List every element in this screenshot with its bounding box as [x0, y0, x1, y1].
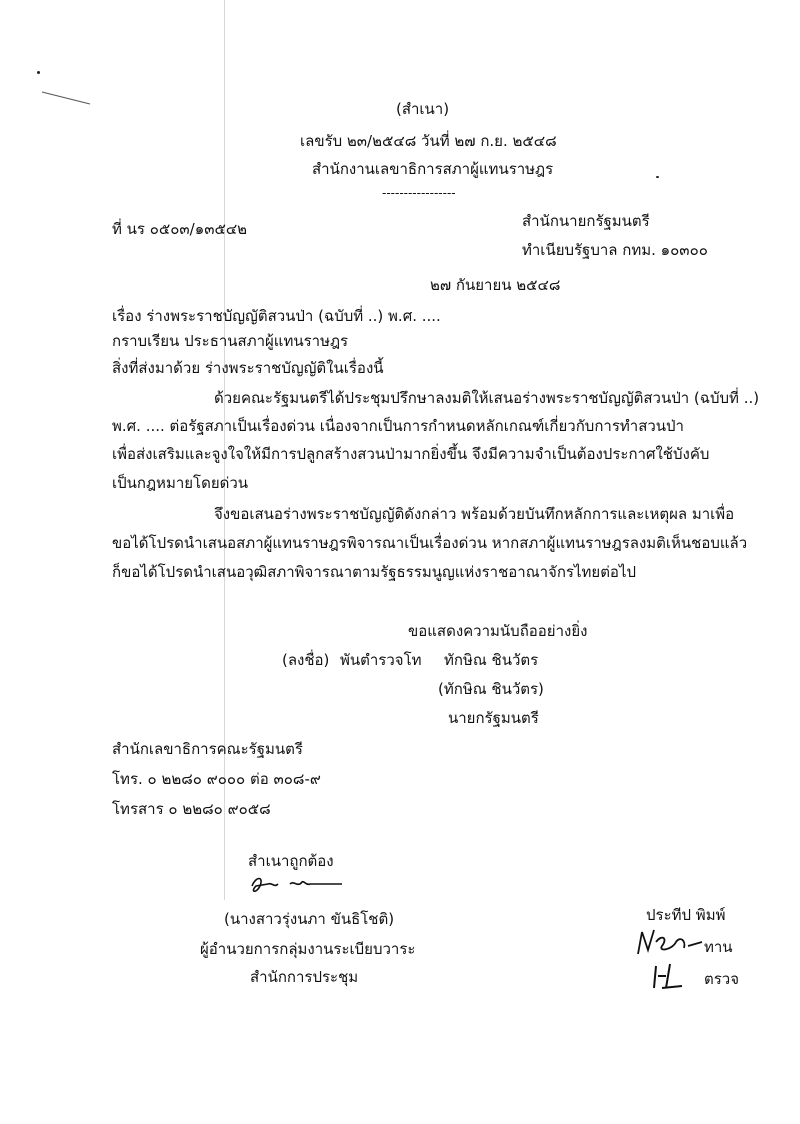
signer-name-parenthesized: (ทักษิณ ชินวัตร): [438, 680, 544, 698]
checked-by-label: ทาน: [704, 938, 733, 956]
header-divider: -----------------: [382, 186, 456, 200]
closing-salutation: ขอแสดงความนับถืออย่างยิ่ง: [408, 622, 588, 640]
signer-title: นายกรัฐมนตรี: [448, 709, 539, 727]
typist-label: ประทีป พิมพ์: [646, 906, 726, 924]
reference-number: ที่ นร ๐๕๐๓/๑๓๕๔๒: [112, 220, 248, 238]
certifier-signature: [246, 872, 346, 902]
signer-rank: พันตำรวจโท: [340, 651, 422, 669]
certifier-name: (นางสาวรุ่งนภา ขันธิโชติ): [224, 910, 395, 928]
certifier-title: ผู้อำนวยการกลุ่มงานระเบียบวาระ: [200, 940, 416, 958]
paragraph2-line: ก็ขอได้โปรดนำเสนอวุฒิสภาพิจารณาตามรัฐธรรมนูญแห่งราชอาณาจักรไทยต่อไป: [112, 563, 637, 581]
reference-office: สำนักนายกรัฐมนตรี: [522, 212, 650, 230]
scan-speck: [656, 176, 659, 178]
scan-speck: [37, 71, 40, 74]
receiving-office: สำนักงานเลขาธิการสภาผู้แทนราษฎร: [312, 160, 554, 178]
contact-fax: โทรสาร ๐ ๒๒๘๐ ๙๐๕๘: [112, 800, 271, 818]
receipt-line: เลขรับ ๒๓/๒๕๔๘ วันที่ ๒๗ ก.ย. ๒๕๔๘: [300, 132, 557, 150]
contact-phone: โทร. ๐ ๒๒๘๐ ๙๐๐๐ ต่อ ๓๐๘-๙: [112, 770, 321, 788]
paragraph1-line: เพื่อส่งเสริมและจูงใจให้มีการปลูกสร้างสวนป่ามากยิ่งขึ้น จึงมีความจำเป็นต้องประกาศใช้บังคับ: [112, 445, 710, 463]
paragraph2-line: ขอได้โปรดนำเสนอสภาผู้แทนราษฎรพิจารณาเป็นเรื่องด่วน หากสภาผู้แทนราษฎรลงมติเห็นชอบแล้ว: [112, 534, 748, 552]
signed-label: (ลงชื่อ): [282, 651, 330, 669]
scan-artifact-stroke: [40, 88, 92, 108]
subject-line: เรื่อง ร่างพระราชบัญญัติสวนป่า (ฉบับที่ ..) พ.ศ. ....: [112, 307, 441, 325]
paragraph1-line: เป็นกฎหมายโดยด่วน: [112, 474, 249, 492]
document-date: ๒๗ กันยายน ๒๕๔๘: [430, 276, 561, 294]
paragraph1-line: ด้วยคณะรัฐมนตรีได้ประชุมปรึกษาลงมติให้เสนอร่างพระราชบัญญัติสวนป่า (ฉบับที่ ..): [214, 389, 760, 407]
reference-address: ทำเนียบรัฐบาล กทม. ๑๐๓๐๐: [522, 241, 708, 259]
contact-office: สำนักเลขาธิการคณะรัฐมนตรี: [112, 740, 303, 758]
certifier-office: สำนักการประชุม: [250, 968, 359, 986]
copy-mark: (สำเนา): [396, 100, 450, 118]
signer-name: ทักษิณ ชินวัตร: [444, 651, 539, 669]
certified-copy-label: สำเนาถูกต้อง: [248, 852, 334, 870]
verified-label: ตรวจ: [704, 970, 740, 988]
to-line: กราบเรียน ประธานสภาผู้แทนราษฎร: [112, 332, 349, 350]
paragraph2-line: จึงขอเสนอร่างพระราชบัญญัติดังกล่าว พร้อมด้วยบันทึกหลักการและเหตุผล มาเพื่อ: [214, 505, 735, 523]
paragraph1-line: พ.ศ. .... ต่อรัฐสภาเป็นเรื่องด่วน เนื่องจากเป็นการกำหนดหลักเกณฑ์เกี่ยวกับการทำสวนป่า: [112, 417, 684, 435]
verifier-initials: [648, 960, 688, 992]
checker-initials: [632, 924, 704, 960]
enclosure-line: สิ่งที่ส่งมาด้วย ร่างพระราชบัญญัติในเรื่องนี้: [112, 359, 384, 377]
